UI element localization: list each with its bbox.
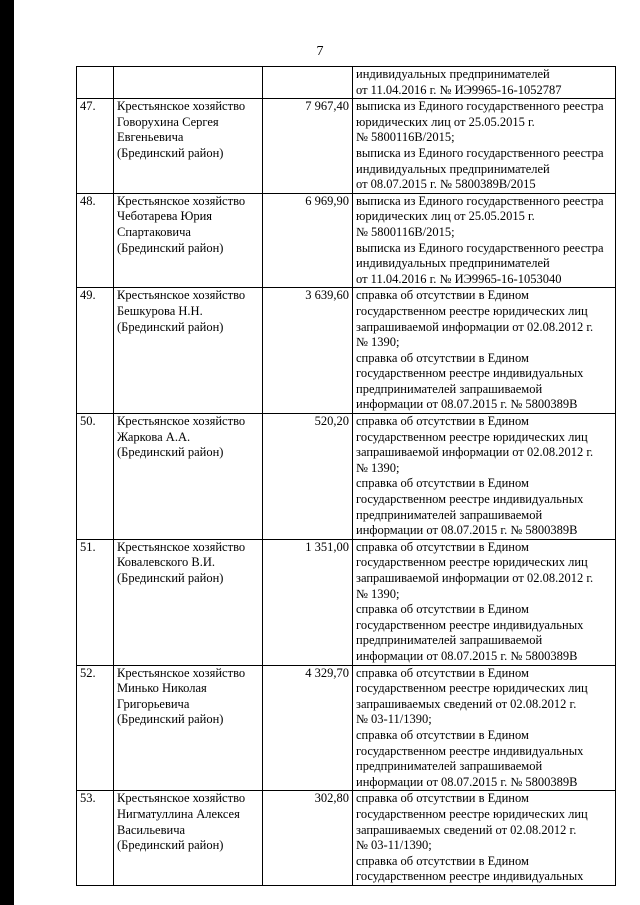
farm-name: Крестьянское хозяйство Минько Николая Григорьевича (Брединский район) — [117, 665, 246, 727]
document-reference: справка об отсутствии в Едином государственном реестре юридических лиц запрашиваемых сведений от 02.08.2012 г. № 03-11/1390; — [356, 791, 588, 853]
documents-cell — [353, 67, 616, 99]
amount-cell: 3 639,60 — [263, 288, 353, 414]
table-row — [77, 288, 616, 414]
table-row — [77, 791, 616, 886]
row-number: 53. — [77, 791, 114, 886]
documents-cell — [353, 539, 616, 665]
document-reference: выписка из Единого государственного реестра индивидуальных предпринимателей от 11.04.2016 г. № ИЭ9965-16-1053040 — [356, 240, 604, 286]
farm-name: Крестьянское хозяйство Нигматуллина Алексея Васильевича (Брединский район) — [117, 791, 246, 853]
farm-name-cell — [114, 539, 263, 665]
document-reference: справка об отсутствии в Едином государственном реестре индивидуальных предпринимателей запрашиваемой информации от 08.07.2015 г. № 5800389В — [356, 602, 584, 663]
amount-cell: 7 967,40 — [263, 99, 353, 194]
document-reference: справка об отсутствии в Едином государственном реестре индивидуальных предпринимателей запрашиваемой информации от 08.07.2015 г. № 5800389В — [356, 476, 584, 538]
document-reference: справка об отсутствии в Едином государственном реестре индивидуальных — [356, 853, 584, 884]
document-reference: выписка из Единого государственного реестра юридических лиц от 25.05.2015 г. № 5800116В/2015; — [356, 99, 604, 145]
row-number: 47. — [77, 99, 114, 194]
document-reference: справка об отсутствии в Едином государственном реестре юридических лиц запрашиваемой информации от 02.08.2012 г. № 1390; — [356, 414, 594, 475]
row-number: 51. — [77, 539, 114, 665]
document-reference: справка об отсутствии в Едином государственном реестре индивидуальных предпринимателей запрашиваемой информации от 08.07.2015 г. № 5800389В — [356, 727, 584, 789]
document-reference: справка об отсутствии в Едином государственном реестре юридических лиц запрашиваемых сведений от 02.08.2012 г. № 03-11/1390; — [356, 665, 588, 727]
documents-cell — [353, 193, 616, 288]
table-row — [77, 414, 616, 540]
table-row — [77, 99, 616, 194]
documents-cell — [353, 414, 616, 540]
farm-name: Крестьянское хозяйство Ковалевского В.И. (Брединский район) — [117, 539, 246, 585]
amount-cell: 520,20 — [263, 414, 353, 540]
farm-name-cell — [114, 791, 263, 886]
scan-left-edge — [0, 0, 14, 905]
farm-name-cell — [114, 288, 263, 414]
document-reference: справка об отсутствии в Едином государственном реестре индивидуальных предпринимателей запрашиваемой информации от 08.07.2015 г. № 5800389В — [356, 350, 584, 412]
farm-name-cell — [114, 99, 263, 194]
document-reference: справка об отсутствии в Едином государственном реестре юридических лиц запрашиваемой информации от 02.08.2012 г. № 1390; — [356, 539, 594, 601]
row-number — [77, 67, 114, 99]
document-reference: справка об отсутствии в Едином государственном реестре юридических лиц запрашиваемой информации от 02.08.2012 г. № 1390; — [356, 288, 594, 350]
document-reference: выписка из Единого государственного реестра юридических лиц от 25.05.2015 г. № 5800116В/2015; — [356, 193, 604, 239]
amount-cell: 6 969,90 — [263, 193, 353, 288]
farm-name: Крестьянское хозяйство Жаркова А.А. (Брединский район) — [117, 414, 246, 460]
row-number: 48. — [77, 193, 114, 288]
farm-name-cell — [114, 67, 263, 99]
amount-cell: 1 351,00 — [263, 539, 353, 665]
farm-name: Крестьянское хозяйство Чеботарева Юрия Спартаковича (Брединский район) — [117, 193, 246, 255]
farm-name-cell — [114, 193, 263, 288]
registry-table — [76, 66, 616, 886]
row-number: 52. — [77, 665, 114, 791]
table-row — [77, 67, 616, 99]
amount-cell — [263, 67, 353, 99]
amount-cell: 302,80 — [263, 791, 353, 886]
documents-cell — [353, 791, 616, 886]
farm-name-cell — [114, 665, 263, 791]
table-row — [77, 539, 616, 665]
row-number: 50. — [77, 414, 114, 540]
documents-cell — [353, 99, 616, 194]
amount-cell: 4 329,70 — [263, 665, 353, 791]
table-row — [77, 193, 616, 288]
page-number: 7 — [316, 44, 324, 59]
documents-cell — [353, 665, 616, 791]
farm-name: Крестьянское хозяйство Говорухина Сергея Евгеньевича (Брединский район) — [117, 99, 246, 160]
document-reference: выписка из Единого государственного реестра индивидуальных предпринимателей от 08.07.2015 г. № 5800389В/2015 — [356, 145, 604, 192]
document-reference: индивидуальных предпринимателей от 11.04.2016 г. № ИЭ9965-16-1052787 — [356, 67, 562, 97]
table-row — [77, 665, 616, 791]
row-number: 49. — [77, 288, 114, 414]
documents-cell — [353, 288, 616, 414]
farm-name: Крестьянское хозяйство Бешкурова Н.Н. (Брединский район) — [117, 288, 246, 334]
farm-name-cell — [114, 414, 263, 540]
